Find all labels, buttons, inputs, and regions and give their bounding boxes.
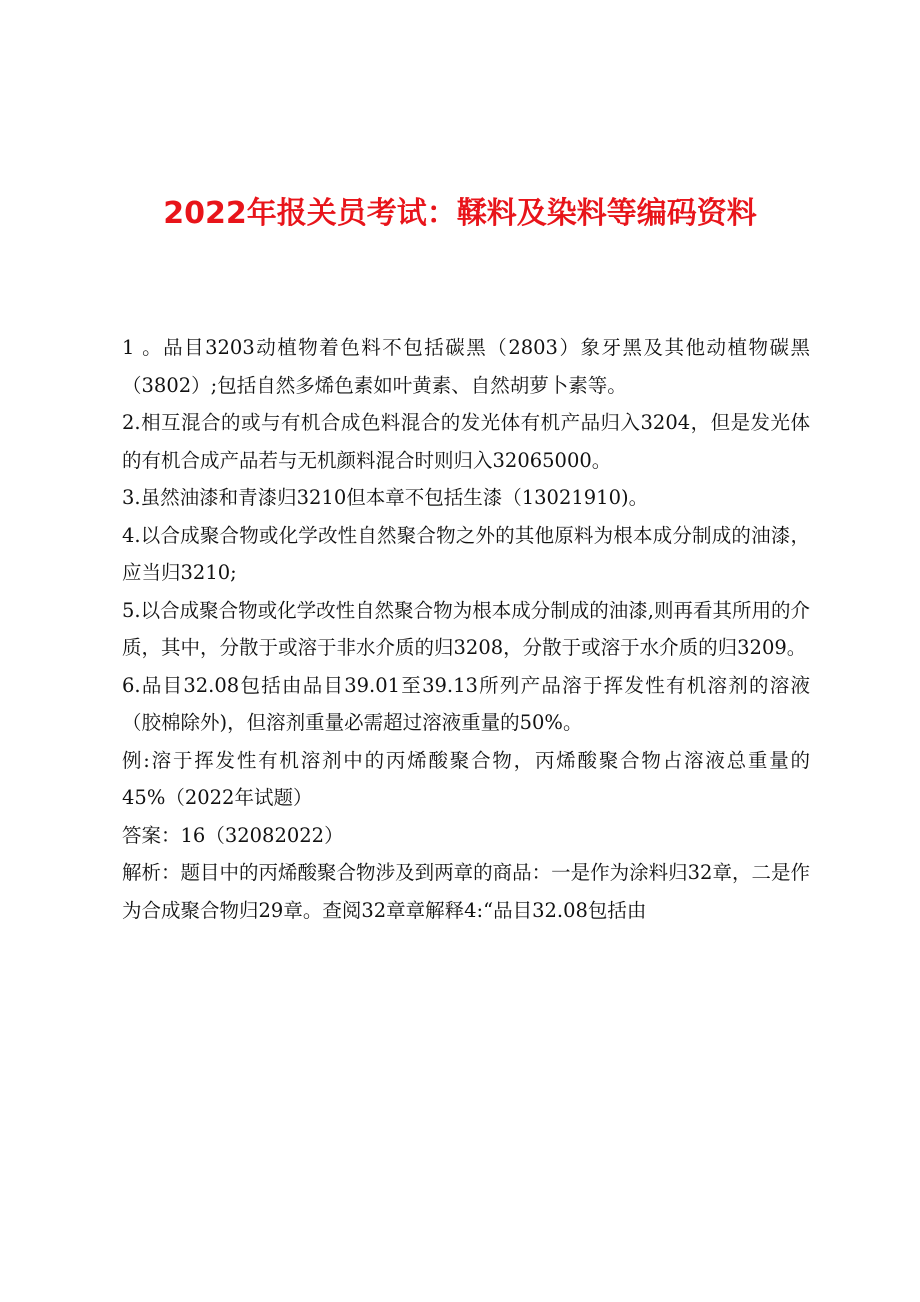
paragraph-4: 4.以合成聚合物或化学改性自然聚合物之外的其他原料为根本成分制成的油漆，应当归3210;: [122, 523, 810, 584]
paragraph-2: 2.相互混合的或与有机合成色料混合的发光体有机产品归入3204，但是发光体的有机合成产品若与无机颜料混合时则归入32065000。: [122, 411, 810, 472]
document-body: [122, 329, 810, 929]
document-title: 2022年报关员考试：鞣料及染料等编码资料: [163, 196, 757, 231]
paragraph-6: 6.品目32.08包括由品目39.01至39.13所列产品溶于挥发性有机溶剂的溶液（胶棉除外)，但溶剂重量必需超过溶液重量的50%。: [122, 673, 810, 734]
paragraph-5: 5.以合成聚合物或化学改性自然聚合物为根本成分制成的油漆,则再看其所用的介质，其中，分散于或溶于非水介质的归3208，分散于或溶于水介质的归3209。: [122, 598, 810, 659]
paragraph-3: 3.虽然油漆和青漆归3210但本章不包括生漆（13021910)。: [122, 486, 649, 509]
answer-paragraph: 答案：16（32082022）: [122, 823, 344, 847]
example-paragraph: 例:溶于挥发性有机溶剂中的丙烯酸聚合物，丙烯酸聚合物占溶液总重量的45%（2022年试题）: [122, 748, 810, 809]
paragraph-1: 1 。品目3203动植物着色料不包括碳黑（2803）象牙黑及其他动植物碳黑（3802）;包括自然多烯色素如叶黄素、自然胡萝卜素等。: [122, 336, 810, 397]
analysis-paragraph: 解析：题目中的丙烯酸聚合物涉及到两章的商品：一是作为涂料归32章，二是作为合成聚合物归29章。查阅32章章解释4:“品目32.08包括由: [122, 861, 810, 922]
